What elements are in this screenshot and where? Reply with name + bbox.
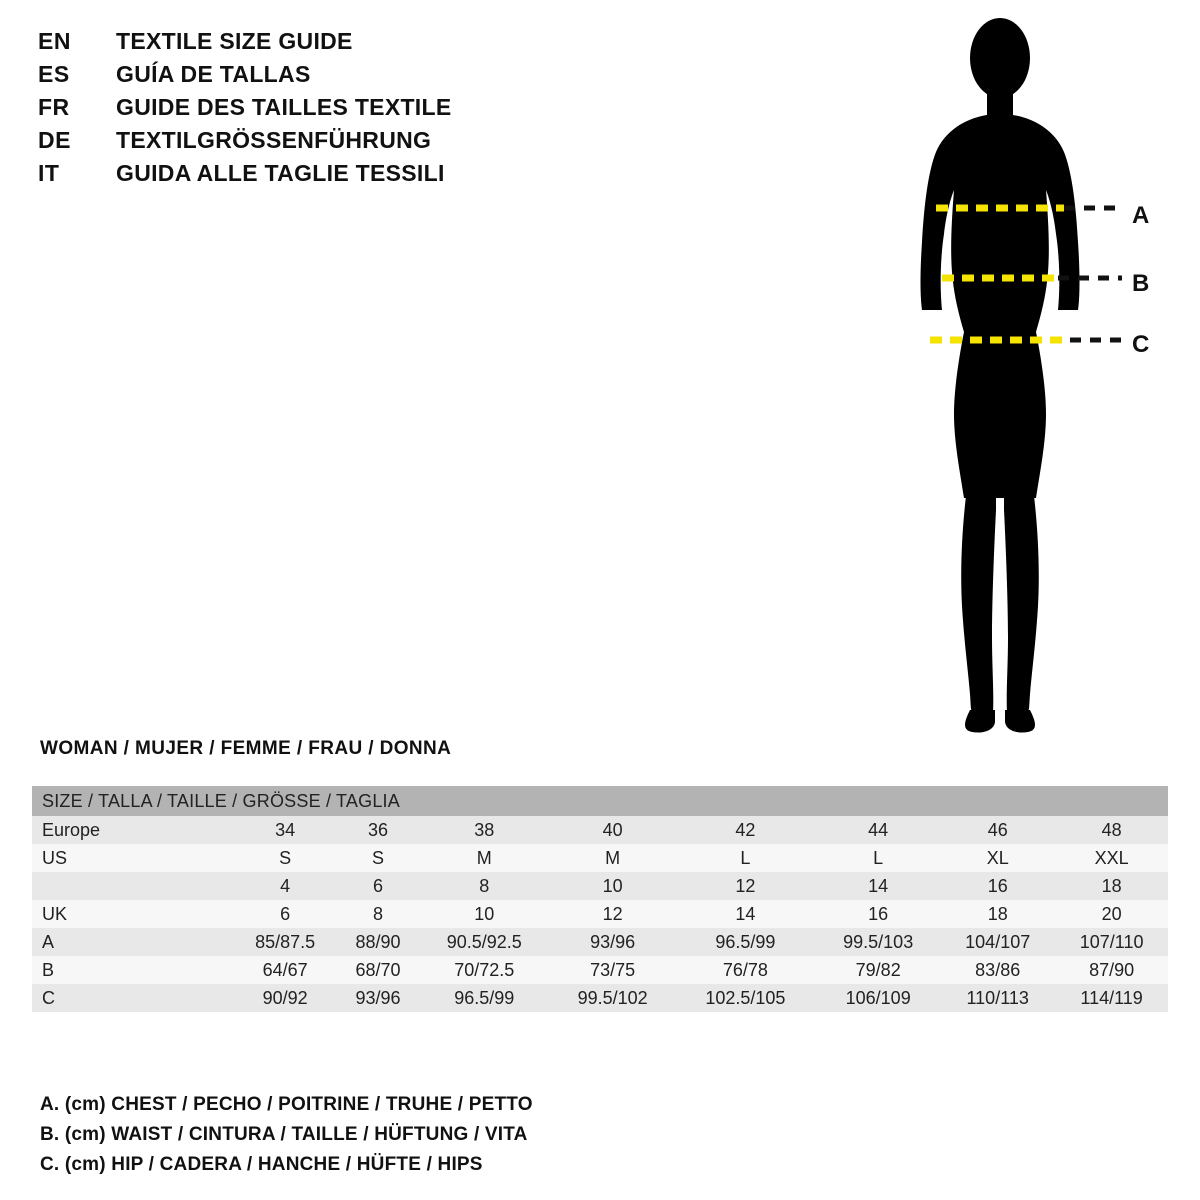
footnote-chest: A. (cm) CHEST / PECHO / POITRINE / TRUHE / PETTO (40, 1094, 533, 1115)
cell: 93/96 (355, 987, 401, 1008)
cell: 90/92 (262, 987, 308, 1008)
cell: 10 (602, 875, 623, 896)
cell: L (873, 847, 884, 868)
table-row (32, 900, 1168, 928)
measure-label-b: B (1132, 270, 1150, 297)
cell: 102.5/105 (705, 987, 786, 1008)
cell: L (740, 847, 751, 868)
cell: 16 (868, 903, 889, 924)
language-code: FR (38, 94, 70, 120)
measure-label-a: A (1132, 202, 1150, 229)
cell: 88/90 (355, 931, 401, 952)
cell: 20 (1101, 903, 1122, 924)
row-label: A (42, 931, 55, 952)
cell: 16 (987, 875, 1008, 896)
cell: 83/86 (975, 959, 1021, 980)
cell: 96.5/99 (715, 931, 776, 952)
language-row (38, 28, 578, 61)
table-row (32, 844, 1168, 872)
language-title: GUÍA DE TALLAS (116, 61, 311, 87)
cell: 38 (474, 819, 495, 840)
cell: 90.5/92.5 (446, 931, 522, 952)
table-row (32, 984, 1168, 1012)
table-row (32, 928, 1168, 956)
cell: 18 (1101, 875, 1122, 896)
cell: S (279, 847, 292, 868)
female-silhouette-icon (850, 10, 1190, 750)
language-title: GUIDE DES TAILLES TEXTILE (116, 94, 452, 120)
cell: M (605, 847, 621, 868)
cell: M (476, 847, 492, 868)
cell: 8 (373, 903, 384, 924)
cell: 79/82 (855, 959, 901, 980)
language-code: IT (38, 160, 60, 186)
table-row (32, 872, 1168, 900)
cell: 46 (987, 819, 1008, 840)
cell: 93/96 (590, 931, 636, 952)
cell: 64/67 (262, 959, 308, 980)
cell: 12 (602, 903, 623, 924)
cell: 104/107 (965, 931, 1031, 952)
cell: 96.5/99 (454, 987, 515, 1008)
cell: 48 (1101, 819, 1122, 840)
row-label: C (42, 987, 55, 1008)
cell: XL (986, 847, 1009, 868)
row-label: B (42, 959, 55, 980)
footnote-waist: B. (cm) WAIST / CINTURA / TAILLE / HÜFTUNG / VITA (40, 1124, 528, 1145)
cell: 44 (868, 819, 889, 840)
cell: 42 (735, 819, 756, 840)
language-title-block (38, 28, 578, 193)
cell: 68/70 (355, 959, 401, 980)
table-header-label: SIZE / TALLA / TAILLE / GRÖSSE / TAGLIA (32, 786, 1168, 816)
cell: 14 (868, 875, 889, 896)
cell: 36 (368, 819, 389, 840)
language-row (38, 127, 578, 160)
language-title: TEXTILGRÖSSENFÜHRUNG (116, 127, 432, 153)
cell: 34 (275, 819, 296, 840)
language-code: DE (38, 127, 71, 153)
row-label: Europe (42, 819, 101, 840)
cell: 6 (280, 903, 291, 924)
language-code: ES (38, 61, 70, 87)
row-label: UK (42, 903, 68, 924)
cell: 76/78 (722, 959, 768, 980)
cell: 107/110 (1079, 931, 1144, 952)
cell: S (372, 847, 385, 868)
language-row (38, 61, 578, 94)
cell: 10 (474, 903, 495, 924)
cell: 87/90 (1089, 959, 1135, 980)
measure-label-c: C (1132, 331, 1150, 358)
cell: 4 (280, 875, 291, 896)
cell: 106/109 (845, 987, 911, 1008)
cell: 70/72.5 (454, 959, 515, 980)
footnote-hip: C. (cm) HIP / CADERA / HANCHE / HÜFTE / HIPS (40, 1154, 483, 1175)
cell: 110/113 (966, 987, 1029, 1008)
language-title: TEXTILE SIZE GUIDE (116, 28, 353, 54)
cell: 40 (602, 819, 623, 840)
language-row (38, 160, 578, 193)
cell: 99.5/103 (843, 931, 914, 952)
cell: 6 (373, 875, 384, 896)
table-row (32, 956, 1168, 984)
body-measurement-figure (850, 10, 1190, 750)
language-row (38, 94, 578, 127)
section-heading: WOMAN / MUJER / FEMME / FRAU / DONNA (40, 738, 452, 759)
row-label: US (42, 847, 68, 868)
cell: 14 (735, 903, 756, 924)
cell: 18 (987, 903, 1008, 924)
footnotes (40, 1090, 740, 1180)
cell: 73/75 (590, 959, 636, 980)
cell: 114/119 (1080, 987, 1143, 1008)
language-title: GUIDA ALLE TAGLIE TESSILI (116, 160, 445, 186)
table-header-row (32, 786, 1168, 816)
language-code: EN (38, 28, 71, 54)
cell: 85/87.5 (255, 931, 316, 952)
cell: 99.5/102 (577, 987, 648, 1008)
cell: 12 (735, 875, 756, 896)
row-label (32, 872, 232, 900)
table-row (32, 816, 1168, 844)
size-table (32, 786, 1168, 1012)
cell: 8 (479, 875, 490, 896)
cell: XXL (1094, 847, 1129, 868)
